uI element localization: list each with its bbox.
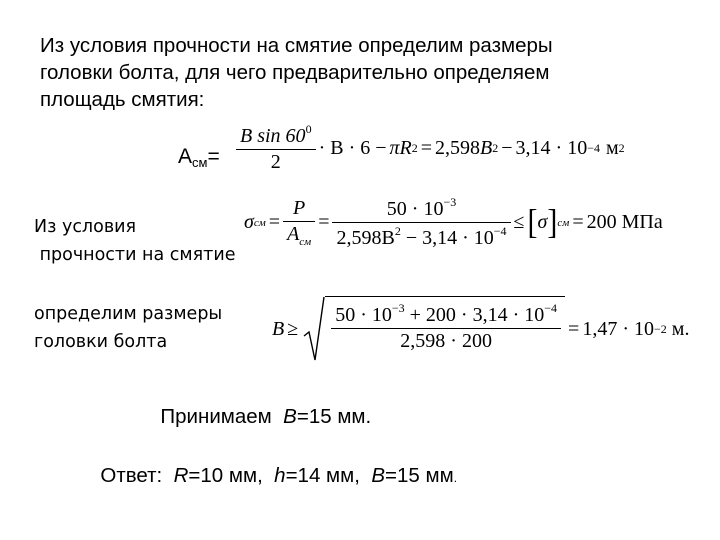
- accept-line: Принимаем B=15 мм.: [160, 405, 372, 428]
- stress-formula: σ см = $\frac{P}{A_{см}}$ = $\frac{50 \cdot 10^{-3}}{2,598B^2 - 3,14 \cdot 10^{-4}}$ ≤ [ σ ] см = 200 МПа: [244, 195, 663, 249]
- intro-line-1: Из условия прочности на смятие определим размеры: [40, 34, 553, 57]
- label-sizes-line-2: головки болта: [34, 332, 168, 352]
- label-condition-line-1: Из условия: [34, 217, 137, 237]
- radical-sign-icon: [303, 296, 325, 362]
- label-sizes-line-1: определим размеры: [34, 304, 223, 324]
- area-fraction: $\frac{B \sin 60^0}{2}$: [236, 122, 316, 174]
- intro-line-3: площадь смятия:: [40, 88, 205, 111]
- label-condition-line-2: прочности на смятие: [34, 245, 236, 265]
- area-formula: $\frac{B \sin 60^0}{2}$ · B · 6 − π R 2 = 2,598 B 2 − 3,14 · 10 −4 м 2: [236, 122, 625, 174]
- stress-fraction-2: $\frac{50 \cdot 10^{-3}}{2,598B^2 - 3,14 \cdot 10^{-4}}$: [332, 195, 510, 250]
- answer-line: Ответ: R=10 мм, h=14 мм, B=15 мм.: [100, 464, 458, 487]
- square-root: [303, 296, 565, 362]
- area-label: $А_{см}=$: [178, 145, 220, 170]
- size-formula: B ≥ $\frac{50 \cdot 10^{-3} + 200 \cdot 3,14 \cdot 10^{-4}}{2,598 \cdot 200}$ = 1,47 · 10 −2 м.: [272, 296, 689, 362]
- size-fraction: $\frac{50 \cdot 10^{-3} + 200 \cdot 3,14 \cdot 10^{-4}}{2,598 \cdot 200}$: [331, 301, 561, 353]
- intro-line-2: головки болта, для чего предварительно определяем: [40, 61, 550, 84]
- stress-fraction-1: $\frac{P}{A_{см}}$: [283, 197, 315, 248]
